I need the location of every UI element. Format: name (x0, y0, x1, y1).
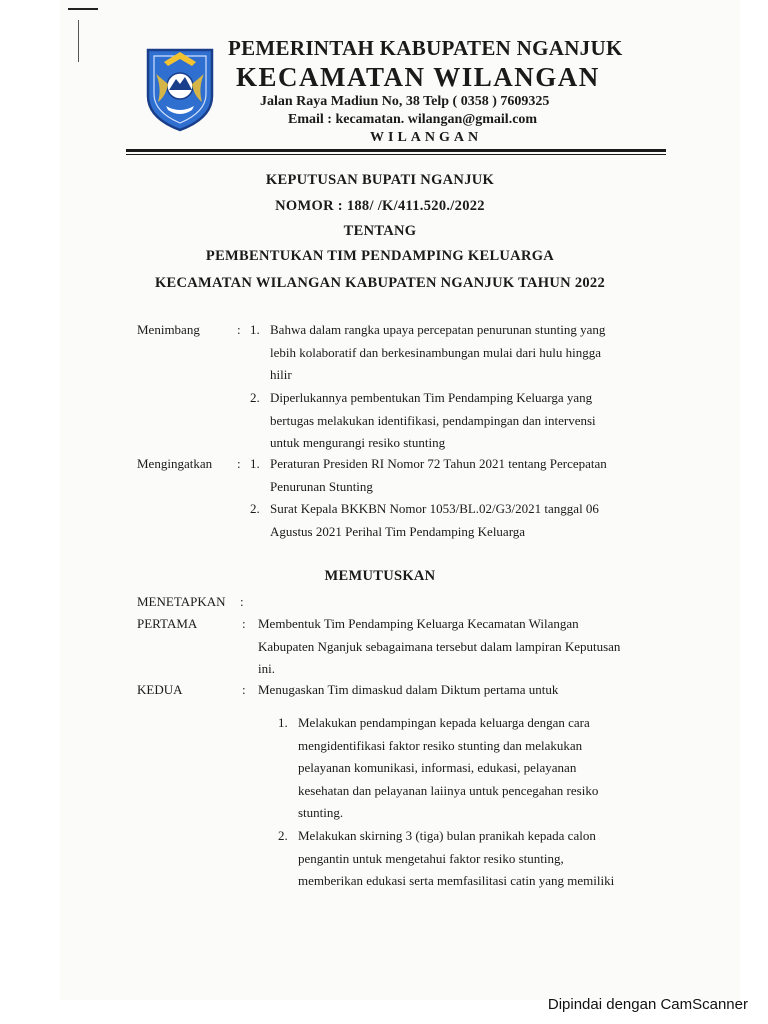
decree-title: KEPUTUSAN BUPATI NGANJUK (265, 172, 495, 188)
letterhead-divider (126, 149, 666, 152)
decision-heading: MEMUTUSKAN (324, 568, 436, 584)
letterhead-government: PEMERINTAH KABUPATEN NGANJUK (228, 36, 623, 60)
scan-mark (78, 20, 79, 62)
item-number: 2. (250, 501, 260, 516)
kedua-intro: Menugaskan Tim dimaskud dalam Diktum pertama untuk (258, 682, 559, 697)
pertama-text: Membentuk Tim Pendamping Keluarga Kecamatan Wilangan Kabupaten Nganjuk sebagaimana tersebut dalam lampiran Keputusan ini. (258, 616, 621, 676)
item-number: 2. (278, 828, 288, 843)
nganjuk-regency-emblem-icon (142, 44, 218, 132)
section-colon: : (240, 594, 244, 609)
list-item: Bahwa dalam rangka upaya percepatan penurunan stunting yang lebih kolaboratif dan berkesinambungan mulai dari hulu hingga hilir (270, 322, 606, 382)
section-colon: : (237, 456, 241, 471)
letterhead-address: Jalan Raya Madiun No, 38 Telp ( 0358 ) 7609325 (260, 94, 550, 109)
letterhead-city: WILANGAN (370, 130, 483, 145)
list-item: Melakukan pendampingan kepada keluarga dengan cara mengidentifikasi faktor resiko stunting dan melakukan pelayanan komunikasi, informasi, edukasi, pelayanan kesehatan dan pelayanan laiinya untuk pencegahan resiko stunting. (298, 715, 599, 820)
decree-subject: KECAMATAN WILANGAN KABUPATEN NGANJUK TAHUN 2022 (154, 275, 606, 291)
letterhead-divider (126, 154, 666, 155)
decree-number: NOMOR : 188/ /K/411.520./2022 (275, 198, 485, 214)
scan-mark (68, 8, 98, 10)
item-number: 1. (278, 715, 288, 730)
list-item: Melakukan skirning 3 (tiga) bulan pranikah kepada calon pengantin untuk mengetahui faktor resiko stunting, memberikan edukasi serta memfasilitasi catin yang memiliki (298, 828, 615, 888)
section-colon: : (242, 682, 246, 697)
decree-about: TENTANG (343, 223, 417, 239)
decree-subject: PEMBENTUKAN TIM PENDAMPING KELUARGA (205, 248, 555, 264)
section-colon: : (237, 322, 241, 337)
list-item: Peraturan Presiden RI Nomor 72 Tahun 2021 tentang Percepatan Penurunan Stunting (270, 456, 607, 494)
section-label: KEDUA (137, 682, 183, 697)
item-number: 2. (250, 390, 260, 405)
section-colon: : (242, 616, 246, 631)
list-item: Diperlukannya pembentukan Tim Pendamping Keluarga yang bertugas melakukan identifikasi, pendampingan dan intervensi untuk mengurangi resiko stunting (270, 390, 596, 450)
section-label: PERTAMA (137, 616, 198, 631)
list-item: Surat Kepala BKKBN Nomor 1053/BL.02/G3/2021 tanggal 06 Agustus 2021 Perihal Tim Pendamping Keluarga (270, 501, 599, 539)
item-number: 1. (250, 322, 260, 337)
section-label: Menimbang (137, 322, 200, 337)
scanner-watermark: Dipindai dengan CamScanner (547, 996, 748, 1013)
section-label: MENETAPKAN (137, 594, 226, 609)
section-label: Mengingatkan (137, 456, 213, 471)
item-number: 1. (250, 456, 260, 471)
letterhead-district: KECAMATAN WILANGAN (236, 62, 600, 92)
letterhead-email: Email : kecamatan. wilangan@gmail.com (288, 112, 538, 127)
